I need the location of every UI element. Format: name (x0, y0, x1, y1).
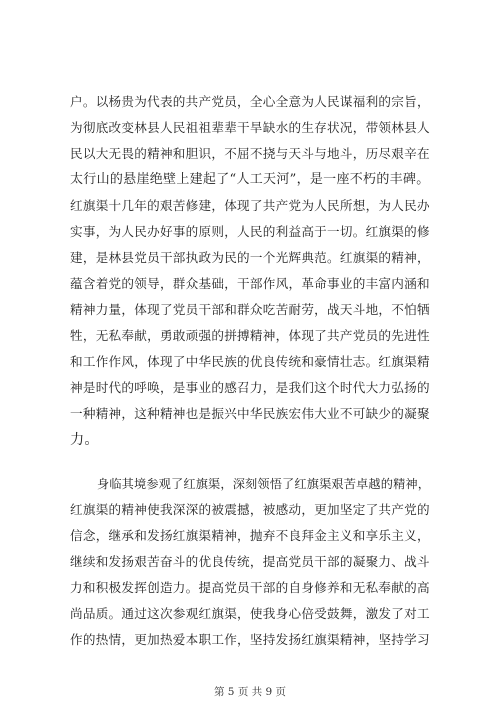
text-line: 红旗渠的精神使我深深的被震撼，被感动，更加坚定了共产党的 (70, 502, 430, 517)
text-line: 和工作作风，体现了中华民族的优良传统和豪情壮志。红旗渠精 (70, 354, 430, 369)
text-line: 作的热情，更加热爱本职工作，坚持发扬红旗渠精神，坚持学习 (70, 632, 430, 647)
text-line: 身临其境参观了红旗渠，深刻领悟了红旗渠艰苦卓越的精神， (97, 477, 431, 491)
text-line: 尚品质。通过这次参观红旗渠，使我身心倍受鼓舞，激发了对工 (70, 606, 430, 621)
text-line: 一种精神，这种精神也是振兴中华民族宏伟大业不可缺少的凝聚 (70, 406, 430, 421)
text-line: 民以大无畏的精神和胆识，不屈不挠与天斗与地斗，历尽艰辛在 (70, 146, 430, 161)
text-line: 蕴含着党的领导，群众基础，干部作风，革命事业的丰富内涵和 (70, 276, 430, 291)
text-line: 神是时代的呼唤，是事业的感召力，是我们这个时代大力弘扬的 (70, 380, 430, 395)
text-line: 力。 (70, 432, 99, 448)
text-line: 实事，为人民办好事的原则，人民的利益高于一切。红旗渠的修 (70, 224, 430, 239)
text-line: 精神力量，体现了党员干部和群众吃苦耐劳，战天斗地，不怕牺 (70, 302, 430, 317)
text-line: 继续和发扬艰苦奋斗的优良传统，提高党员干部的凝聚力、战斗 (70, 554, 430, 569)
text-line: 建，是林县党员干部执政为民的一个光辉典范。红旗渠的精神， (70, 250, 430, 265)
text-line: 红旗渠十几年的艰苦修建，体现了共产党为人民所想，为人民办 (70, 198, 430, 213)
page-number-footer: 第 5 页 共 9 页 (213, 686, 287, 698)
text-line: 信念，继承和发扬红旗渠精神，抛弃不良拜金主义和享乐主义， (70, 528, 430, 543)
text-line: 户。以杨贵为代表的共产党员，全心全意为人民谋福利的宗旨， (70, 94, 430, 109)
text-line: 力和积极发挥创造力。提高党员干部的自身修养和无私奉献的高 (70, 580, 430, 595)
text-line: 牲，无私奉献，勇敢顽强的拼搏精神，体现了共产党员的先进性 (70, 328, 430, 343)
text-line: 太行山的悬崖绝壁上建起了“人工天河”，是一座不朽的丰碑。 (70, 172, 430, 187)
text-line: 为彻底改变林县人民祖祖辈辈干旱缺水的生存状况，带领林县人 (70, 120, 430, 135)
